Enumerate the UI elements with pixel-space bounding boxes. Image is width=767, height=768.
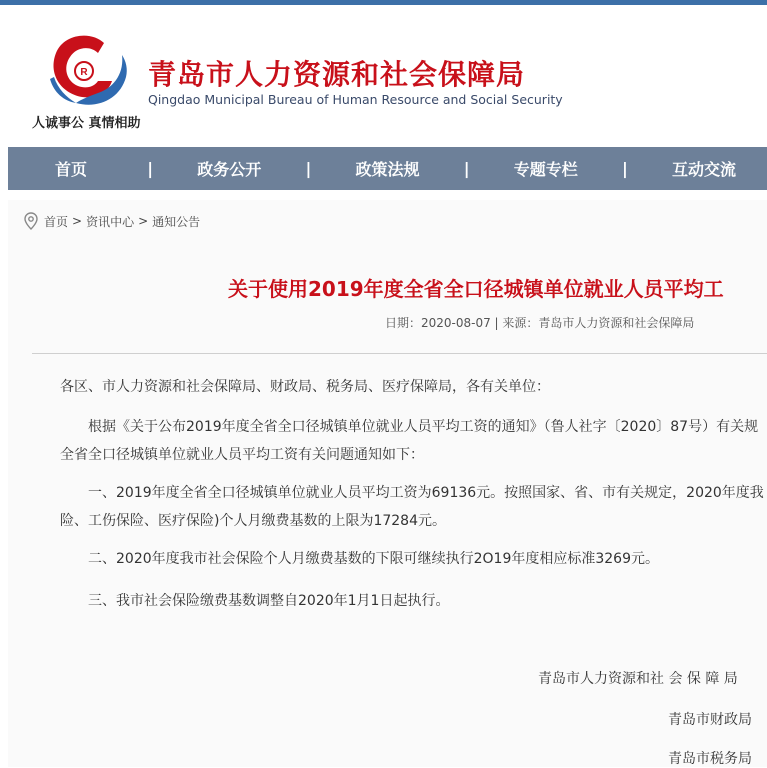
nav-separator: | <box>147 159 154 178</box>
article-meta: 日期：2020-08-07 | 来源：青岛市人力资源和社会保障局 <box>385 316 695 330</box>
paragraph-item-1-cont: 险、工伤保险、医疗保险)个人月缴费基数的上限为17284元。 <box>60 513 446 529</box>
bureau-logo-icon[interactable] <box>46 29 128 109</box>
nav-separator: | <box>621 159 628 178</box>
paragraph-salutation: 各区、市人力资源和社会保障局、财政局、税务局、医疗保障局，各有关单位： <box>60 379 550 395</box>
nav-item-special-topics[interactable]: 专题专栏 <box>513 160 578 179</box>
site-header <box>0 5 767 146</box>
paragraph-intro-cont: 全省全口径城镇单位就业人员平均工资有关问题通知如下： <box>60 447 424 463</box>
paragraph-item-3: 三、我市社会保险缴费基数调整自2020年1月1日起执行。 <box>88 593 450 609</box>
paragraph-intro: 根据《关于公布2019年度全省全口径城镇单位就业人员平均工资的通知》（鲁人社字〔2020〕87号）有关规 <box>88 419 759 435</box>
svg-text:R: R <box>80 67 88 78</box>
signature-hr-bureau: 青岛市人力资源和社 会 保 障 局 <box>538 671 738 687</box>
breadcrumb-home[interactable]: 首页 <box>44 214 69 229</box>
nav-separator: | <box>305 159 312 178</box>
breadcrumb-separator: > <box>72 214 83 228</box>
breadcrumb-separator: > <box>138 214 149 228</box>
signature-tax-bureau: 青岛市税务局 <box>668 751 752 767</box>
signature-finance-bureau: 青岛市财政局 <box>668 712 752 728</box>
paragraph-item-1: 一、2019年度全省全口径城镇单位就业人员平均工资为69136元。按照国家、省、市有关规定，2020年度我 <box>88 485 764 501</box>
nav-item-home[interactable]: 首页 <box>55 160 88 179</box>
site-title[interactable]: 青岛市人力资源和社会保障局 <box>148 58 526 91</box>
site-slogan: 人诚事公 真情相助 <box>32 116 141 131</box>
article-container <box>8 200 767 767</box>
location-pin-icon <box>24 212 38 230</box>
nav-item-policies[interactable]: 政策法规 <box>355 160 420 179</box>
main-nav <box>8 147 767 190</box>
nav-item-interaction[interactable]: 互动交流 <box>672 160 737 179</box>
breadcrumb-news-center[interactable]: 资讯中心 <box>86 214 135 229</box>
breadcrumb <box>24 210 200 232</box>
paragraph-item-2: 二、2020年度我市社会保险个人月缴费基数的下限可继续执行2O19年度相应标准3269元。 <box>88 551 659 567</box>
title-divider <box>32 353 767 354</box>
nav-separator: | <box>463 159 470 178</box>
article-title: 关于使用2019年度全省全口径城镇单位就业人员平均工 <box>228 277 724 301</box>
site-subtitle: Qingdao Municipal Bureau of Human Resource and Social Security <box>148 92 563 107</box>
nav-item-government-affairs[interactable]: 政务公开 <box>197 160 262 179</box>
breadcrumb-notices[interactable]: 通知公告 <box>152 214 201 229</box>
